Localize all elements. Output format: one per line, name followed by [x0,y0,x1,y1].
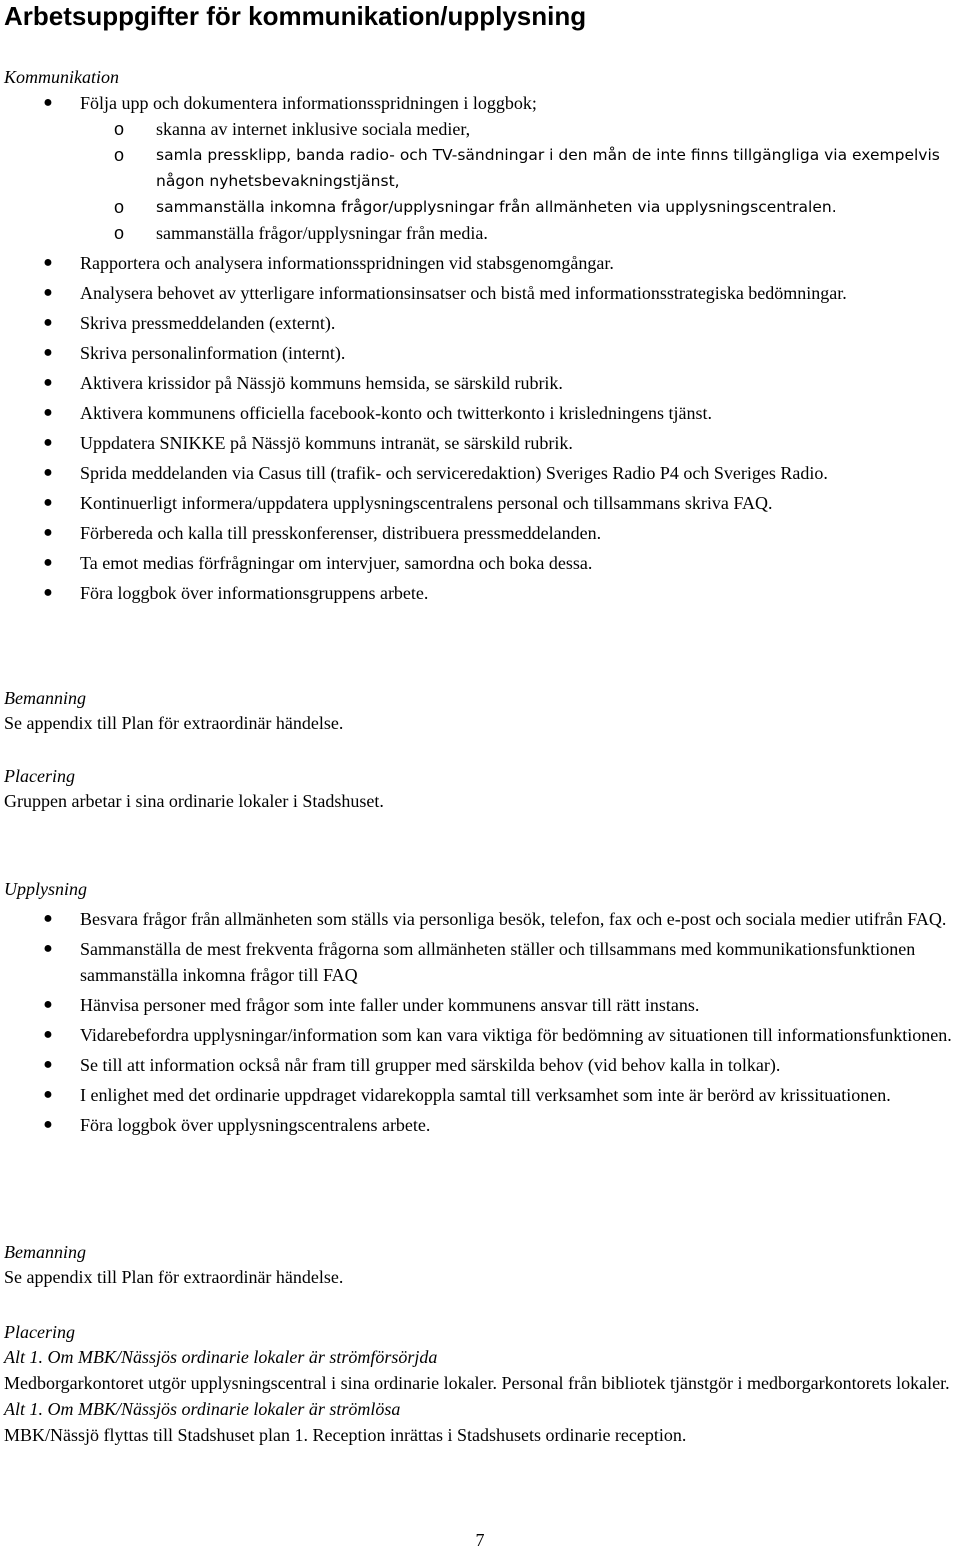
kommunikation-list [4,90,952,116]
alt2-heading: Alt 1. Om MBK/Nässjös ordinarie lokaler är strömlösa [4,1399,401,1419]
list-item-text: Hänvisa personer med frågor som inte faller under kommunens ansvar till rätt instans. [80,995,700,1015]
sub-list-item-text: skanna av internet inklusive sociala medier, [156,119,471,139]
list-item-text: Analysera behovet av ytterligare informationsinsatser och bistå med informationsstrategiska bedömningar. [80,283,847,303]
list-item [4,340,952,366]
bullet-icon: ● [43,374,53,391]
bemanning-text: Se appendix till Plan för extraordinär händelse. [4,1267,344,1287]
bullet-icon: ● [43,284,53,301]
kommunikation-placering [4,764,952,814]
page-title: Arbetsuppgifter för kommunikation/upplysning [4,1,587,31]
sub-list-item [4,194,952,220]
alt1-heading: Alt 1. Om MBK/Nässjös ordinarie lokaler är strömförsörjda [4,1347,438,1367]
list-item-text: Besvara frågor från allmänheten som ställs via personliga besök, telefon, fax och e-post och sociala medier utifrån FAQ. [80,909,947,929]
list-item [4,250,952,276]
list-item [4,550,952,576]
list-item-text: Aktivera krissidor på Nässjö kommuns hemsida, se särskild rubrik. [80,373,563,393]
bemanning-text: Se appendix till Plan för extraordinär händelse. [4,713,344,733]
sub-list-item-text: samla pressklipp, banda radio- och TV-sändningar i den mån de inte finns tillgängliga via exempelvis någon nyhetsbevakningstjänst, [156,146,940,190]
list-item-text: Aktivera kommunens officiella facebook-konto och twitterkonto i krisledningens tjänst. [80,403,713,423]
upplysning-section [4,876,952,1138]
list-item-text: Sprida meddelanden via Casus till (trafik- och serviceredaktion) Sveriges Radio P4 och Sveriges Radio. [80,463,828,483]
list-item-text: Skriva personalinformation (internt). [80,343,346,363]
bullet-icon: ● [43,1086,53,1103]
list-item [4,370,952,396]
sub-list-item-text: sammanställa frågor/upplysningar från media. [156,223,488,243]
list-item-text: Vidarebefordra upplysningar/information som kan vara viktiga för bedömning av situationen till informationsfunktionen. [80,1025,952,1045]
list-item-text: I enlighet med det ordinarie uppdraget vidarekoppla samtal till verksamhet som inte är berörd av krissituationen. [80,1085,891,1105]
list-item [4,430,952,456]
upplysning-heading: Upplysning [4,879,87,899]
kommunikation-section [4,64,952,606]
bullet-icon: ● [43,584,53,601]
list-item-text: Föra loggbok över upplysningscentralens arbete. [80,1115,431,1135]
list-item-text: Sammanställa de mest frekventa frågorna som allmänheten ställer och tillsammans med kommunikationsfunktionen sammanställa inkomna frågor till FAQ [80,939,916,985]
kommunikation-heading: Kommunikation [4,67,119,87]
bullet-icon: ● [43,1056,53,1073]
placering-heading: Placering [4,766,75,786]
list-item [4,310,952,336]
list-item-text: Kontinuerligt informera/uppdatera upplysningscentralens personal och tillsammans skriva FAQ. [80,493,773,513]
bullet-icon: ● [43,314,53,331]
bullet-icon: ● [43,1026,53,1043]
list-item-text: Rapportera och analysera informationsspridningen vid stabsgenomgångar. [80,253,614,273]
list-item [4,490,952,516]
bemanning-heading: Bemanning [4,1242,86,1262]
list-item-text: Skriva pressmeddelanden (externt). [80,313,336,333]
list-item-text: Uppdatera SNIKKE på Nässjö kommuns intranät, se särskild rubrik. [80,433,573,453]
sub-list-item [4,142,952,194]
sub-list-item-text: sammanställa inkomna frågor/upplysningar från allmänheten via upplysningscentralen. [156,198,837,216]
list-item-text: Ta emot medias förfrågningar om intervjuer, samordna och boka dessa. [80,553,593,573]
list-item [4,460,952,486]
list-item [4,400,952,426]
upplysning-list [4,906,952,1138]
bullet-icon: ● [43,434,53,451]
list-item [4,520,952,546]
bullet-icon: ● [43,344,53,361]
sub-list-item [4,220,952,246]
list-item [4,90,952,116]
bullet-icon: ● [43,910,53,927]
list-item [4,1112,952,1138]
list-item-text: Följa upp och dokumentera informationsspridningen i loggbok; [80,93,537,113]
bemanning-heading: Bemanning [4,688,86,708]
list-item [4,906,952,932]
page-number: 7 [475,1530,485,1550]
bullet-icon: ● [43,1116,53,1133]
kommunikation-list-continued [4,250,952,606]
sub-bullet-icon: o [114,197,125,217]
sub-bullet-icon: o [114,145,125,165]
placering-heading: Placering [4,1322,75,1342]
list-item-text: Förbereda och kalla till presskonferenser, distribuera pressmeddelanden. [80,523,602,543]
sub-list-item [4,116,952,142]
bullet-icon: ● [43,524,53,541]
list-item [4,280,952,306]
kommunikation-bemanning [4,686,952,736]
list-item [4,580,952,606]
bullet-icon: ● [43,94,53,111]
bullet-icon: ● [43,464,53,481]
bullet-icon: ● [43,940,53,957]
upplysning-bemanning [4,1240,952,1290]
list-item [4,936,952,988]
alt2-text: MBK/Nässjö flyttas till Stadshuset plan 1. Reception inrättas i Stadshusets ordinarie reception. [4,1425,687,1445]
list-item [4,1022,952,1048]
bullet-icon: ● [43,554,53,571]
kommunikation-sublist [4,116,952,246]
list-item [4,1082,952,1108]
list-item [4,992,952,1018]
alt1-text: Medborgarkontoret utgör upplysningscentral i sina ordinarie lokaler. Personal från bibliotek tjänstgör i medborgarkontorets lokaler. [4,1373,950,1393]
list-item-text: Föra loggbok över informationsgruppens arbete. [80,583,429,603]
upplysning-placering [4,1320,952,1448]
placering-text: Gruppen arbetar i sina ordinarie lokaler i Stadshuset. [4,791,384,811]
bullet-icon: ● [43,404,53,421]
sub-bullet-icon: o [114,223,125,243]
bullet-icon: ● [43,254,53,271]
bullet-icon: ● [43,996,53,1013]
list-item-text: Se till att information också når fram till grupper med särskilda behov (vid behov kalla in tolkar). [80,1055,781,1075]
list-item [4,1052,952,1078]
sub-bullet-icon: o [114,119,125,139]
bullet-icon: ● [43,494,53,511]
